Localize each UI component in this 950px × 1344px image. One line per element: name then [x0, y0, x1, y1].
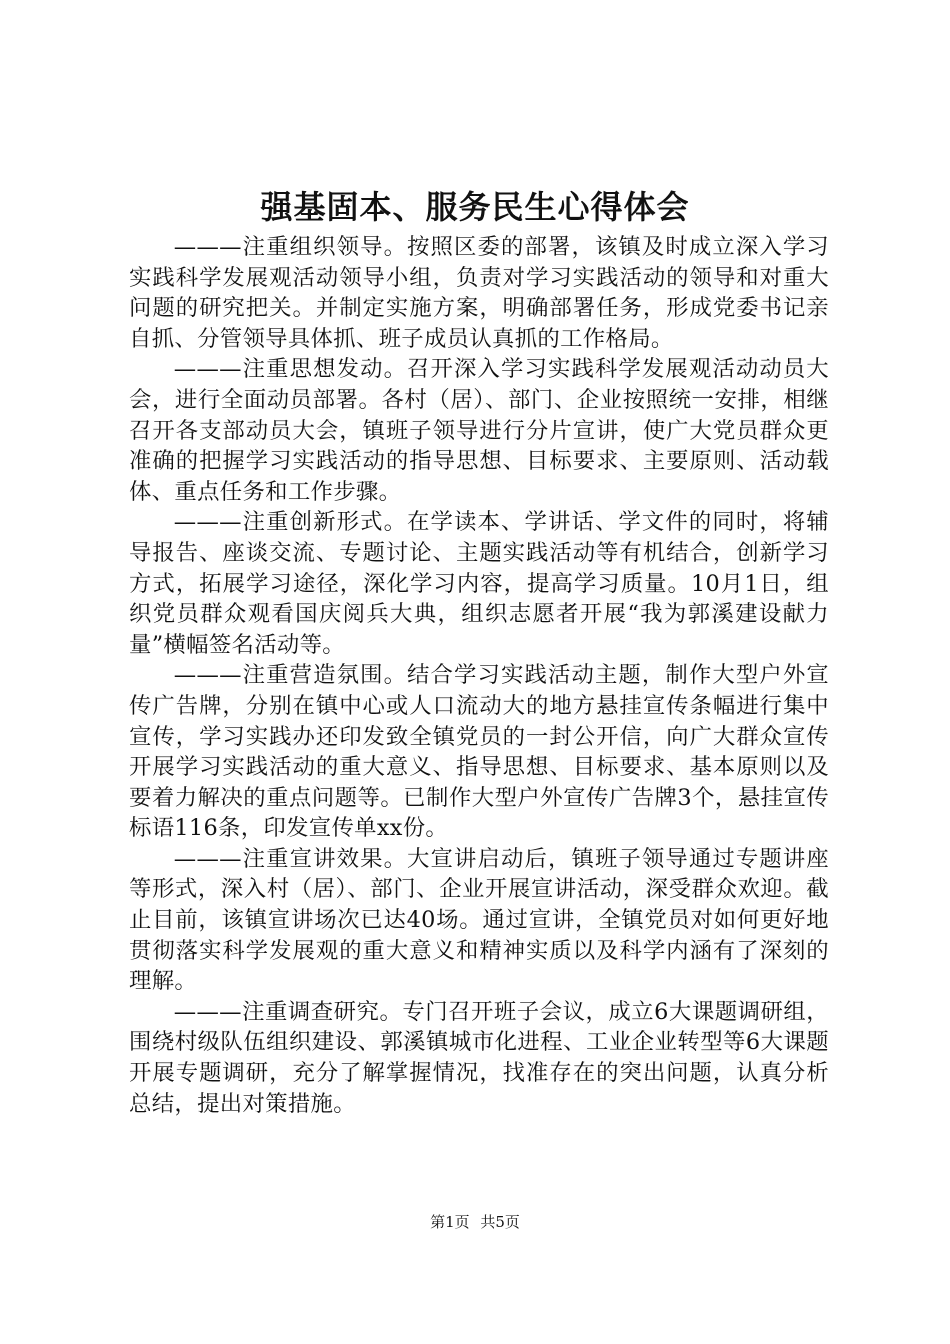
page-total: 共5页 [480, 1213, 520, 1231]
document-body [129, 232, 829, 1119]
document-title: 强基固本、服务民生心得体会 [260, 188, 690, 226]
paragraph-atmosphere: ———注重营造氛围。结合学习实践活动主题，制作大型户外宣传广告牌，分别在镇中心或人口流动大的地方悬挂宣传条幅进行集中宣传，学习实践办还印发致全镇党员的一封公开信，向广大群众宣传开展学习实践活动的重大意义、指导思想、目标要求、基本原则以及要着力解决的重点问题等。已制作大型户外宣传广告牌3个，悬挂宣传标语116条，印发宣传单xx份。 [129, 662, 829, 842]
page-number: 第1页 [430, 1213, 470, 1231]
paragraph-innovation: ———注重创新形式。在学读本、学讲话、学文件的同时，将辅导报告、座谈交流、专题讨论、主题实践活动等有机结合，创新学习方式，拓展学习途径，深化学习内容，提高学习质量。10月1日，组织党员群众观看国庆阅兵大典，组织志愿者开展“我为郭溪建设献力量”横幅签名活动等。 [129, 509, 829, 658]
page-footer [0, 1212, 950, 1232]
paragraph-mobilization: ———注重思想发动。召开深入学习实践科学发展观活动动员大会，进行全面动员部署。各村（居）、部门、企业按照统一安排，相继召开各支部动员大会，镇班子领导进行分片宣讲，使广大党员群众更准确的把握学习实践活动的指导思想、目标要求、主要原则、活动载体、重点任务和工作步骤。 [129, 356, 829, 505]
paragraph-organization: ———注重组织领导。按照区委的部署，该镇及时成立深入学习实践科学发展观活动领导小组，负责对学习实践活动的领导和对重大问题的研究把关。并制定实施方案，明确部署任务，形成党委书记亲自抓、分管领导具体抓、班子成员认真抓的工作格局。 [129, 234, 829, 352]
paragraph-lectures: ———注重宣讲效果。大宣讲启动后，镇班子领导通过专题讲座等形式，深入村（居）、部门、企业开展宣讲活动，深受群众欢迎。截止目前，该镇宣讲场次已达40场。通过宣讲，全镇党员对如何更好地贯彻落实科学发展观的重大意义和精神实质以及科学内涵有了深刻的理解。 [129, 845, 829, 995]
paragraph-research: ———注重调查研究。专门召开班子会议，成立6大课题调研组，围绕村级队伍组织建设、郭溪镇城市化进程、工业企业转型等6大课题开展专题调研，充分了解掌握情况，找准存在的突出问题，认真分析总结，提出对策措施。 [129, 998, 829, 1117]
